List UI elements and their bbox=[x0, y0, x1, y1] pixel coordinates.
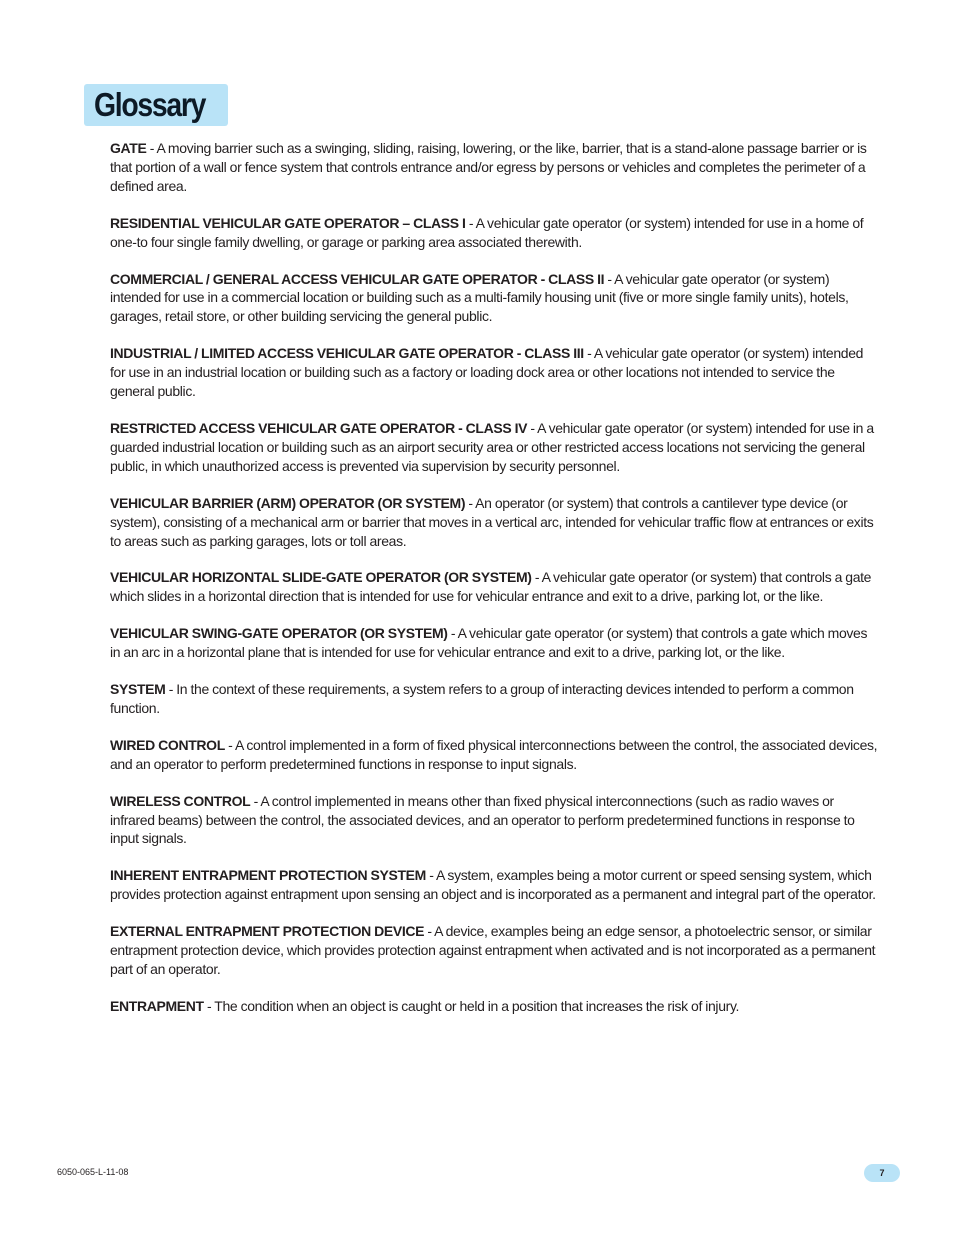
glossary-definition: - A vehicular gate operator (or system) intended for use in an industrial location or building such as a factory or loading dock area or other locations not intended to service the general public. bbox=[110, 345, 864, 400]
glossary-entry-external-entrapment-protection bbox=[110, 922, 880, 979]
glossary-entry-residential-class-i bbox=[110, 214, 880, 252]
glossary-definition: - A vehicular gate operator (or system) intended for use in a commercial location or building such as a multi-family housing unit (five or more single family units), hotels, garages, retail store, or other building servicing the general public. bbox=[110, 270, 849, 325]
glossary-term: VEHICULAR SWING-GATE OPERATOR (OR SYSTEM) bbox=[110, 625, 448, 642]
glossary-term: COMMERCIAL / GENERAL ACCESS VEHICULAR GATE OPERATOR - CLASS II bbox=[110, 270, 605, 287]
glossary-definition: - An operator (or system) that controls a cantilever type device (or system), consisting of a mechanical arm or barrier that moves in a vertical arc, intended for vehicular traffic flow at entrances or exits to areas such as parking garages, lots or toll areas. bbox=[110, 494, 874, 549]
glossary-entry-industrial-class-iii bbox=[110, 344, 880, 401]
glossary-definition: - A device, examples being an edge sensor, a photoelectric sensor, or similar entrapment protection device, which provides protection against entrapment when activated and is not incorporated as a permanent part of an operator. bbox=[110, 923, 876, 977]
glossary-definition: - A control implemented in means other than fixed physical interconnections (such as radio waves or infrared beams) between the control, the associated devices, and an operator to perform predetermined functions in response to input signals. bbox=[110, 792, 855, 847]
glossary-term: INDUSTRIAL / LIMITED ACCESS VEHICULAR GATE OPERATOR - CLASS III bbox=[110, 345, 584, 362]
glossary-entry-slide-gate-operator bbox=[110, 568, 880, 606]
glossary-term: WIRED CONTROL bbox=[110, 736, 225, 753]
glossary-term: VEHICULAR HORIZONTAL SLIDE-GATE OPERATOR (OR SYSTEM) bbox=[110, 569, 532, 586]
glossary-entry-commercial-class-ii bbox=[110, 270, 880, 327]
glossary-term: WIRELESS CONTROL bbox=[110, 792, 251, 809]
glossary-term: GATE bbox=[110, 140, 147, 156]
glossary-term: RESTRICTED ACCESS VEHICULAR GATE OPERATOR - CLASS IV bbox=[110, 419, 528, 436]
document-code: 6050-065-L-11-08 bbox=[57, 1167, 129, 1177]
glossary-entry-inherent-entrapment-protection bbox=[110, 866, 880, 904]
glossary-definition: - In the context of these requirements, a system refers to a group of interacting devices intended to perform a common function. bbox=[110, 681, 854, 716]
glossary-definition: - A vehicular gate operator (or system) intended for use in a home of one-to four single family dwelling, or garage or parking area associated therewith. bbox=[110, 214, 864, 250]
glossary-term: VEHICULAR BARRIER (ARM) OPERATOR (OR SYSTEM) bbox=[110, 494, 466, 511]
page-title: Glossary bbox=[94, 86, 206, 123]
glossary-entry-swing-gate-operator bbox=[110, 624, 880, 662]
glossary-definition: - A vehicular gate operator (or system) that controls a gate which slides in a horizontal direction that is intended for use for vehicular entrance and exit to a drive, parking lot, or the like. bbox=[110, 569, 872, 605]
page-number-badge: 7 bbox=[864, 1164, 900, 1182]
glossary-definition: - A vehicular gate operator (or system) that controls a gate which moves in an arc in a horizontal plane that is intended for use for vehicular entrance and exit to a drive, parking lot, or the like. bbox=[110, 625, 868, 661]
glossary-definition: - A vehicular gate operator (or system) intended for use in a guarded industrial location or building such as an airport security area or other restricted access locations not servicing the general public, in which unauthorized access is prevented via supervision by security personnel. bbox=[110, 419, 874, 474]
glossary-definition: - A moving barrier such as a swinging, sliding, raising, lowering, or the like, barrier, that is a stand-alone passage barrier or is that portion of a wall or fence system that controls entrance and/or egress by persons or vehicles and completes the perimeter of a defined area. bbox=[110, 140, 867, 194]
glossary-entry-wired-control bbox=[110, 736, 880, 774]
glossary-entry-barrier-arm-operator bbox=[110, 494, 880, 551]
glossary-term: ENTRAPMENT bbox=[110, 997, 204, 1014]
glossary-term: INHERENT ENTRAPMENT PROTECTION SYSTEM bbox=[110, 867, 426, 884]
glossary-definition: - A control implemented in a form of fixed physical interconnections between the control, the associated devices, and an operator to perform predetermined functions in response to input signals. bbox=[110, 736, 878, 772]
page-title-banner bbox=[84, 84, 228, 126]
glossary-definition: - The condition when an object is caught or held in a position that increases the risk of injury. bbox=[203, 997, 740, 1014]
glossary-term: EXTERNAL ENTRAPMENT PROTECTION DEVICE bbox=[110, 923, 425, 940]
glossary-term: SYSTEM bbox=[110, 681, 166, 698]
glossary-entry-gate bbox=[110, 139, 880, 196]
glossary-entry-wireless-control bbox=[110, 792, 880, 849]
glossary-list bbox=[110, 139, 880, 1034]
glossary-definition: - A system, examples being a motor current or speed sensing system, which provides protection against entrapment upon sensing an object and is incorporated as a permanent and integral part of the operator. bbox=[110, 867, 876, 903]
glossary-term: RESIDENTIAL VEHICULAR GATE OPERATOR – CLASS I bbox=[110, 214, 466, 231]
glossary-entry-restricted-class-iv bbox=[110, 419, 880, 476]
glossary-entry-system bbox=[110, 680, 880, 718]
glossary-entry-entrapment bbox=[110, 997, 880, 1016]
